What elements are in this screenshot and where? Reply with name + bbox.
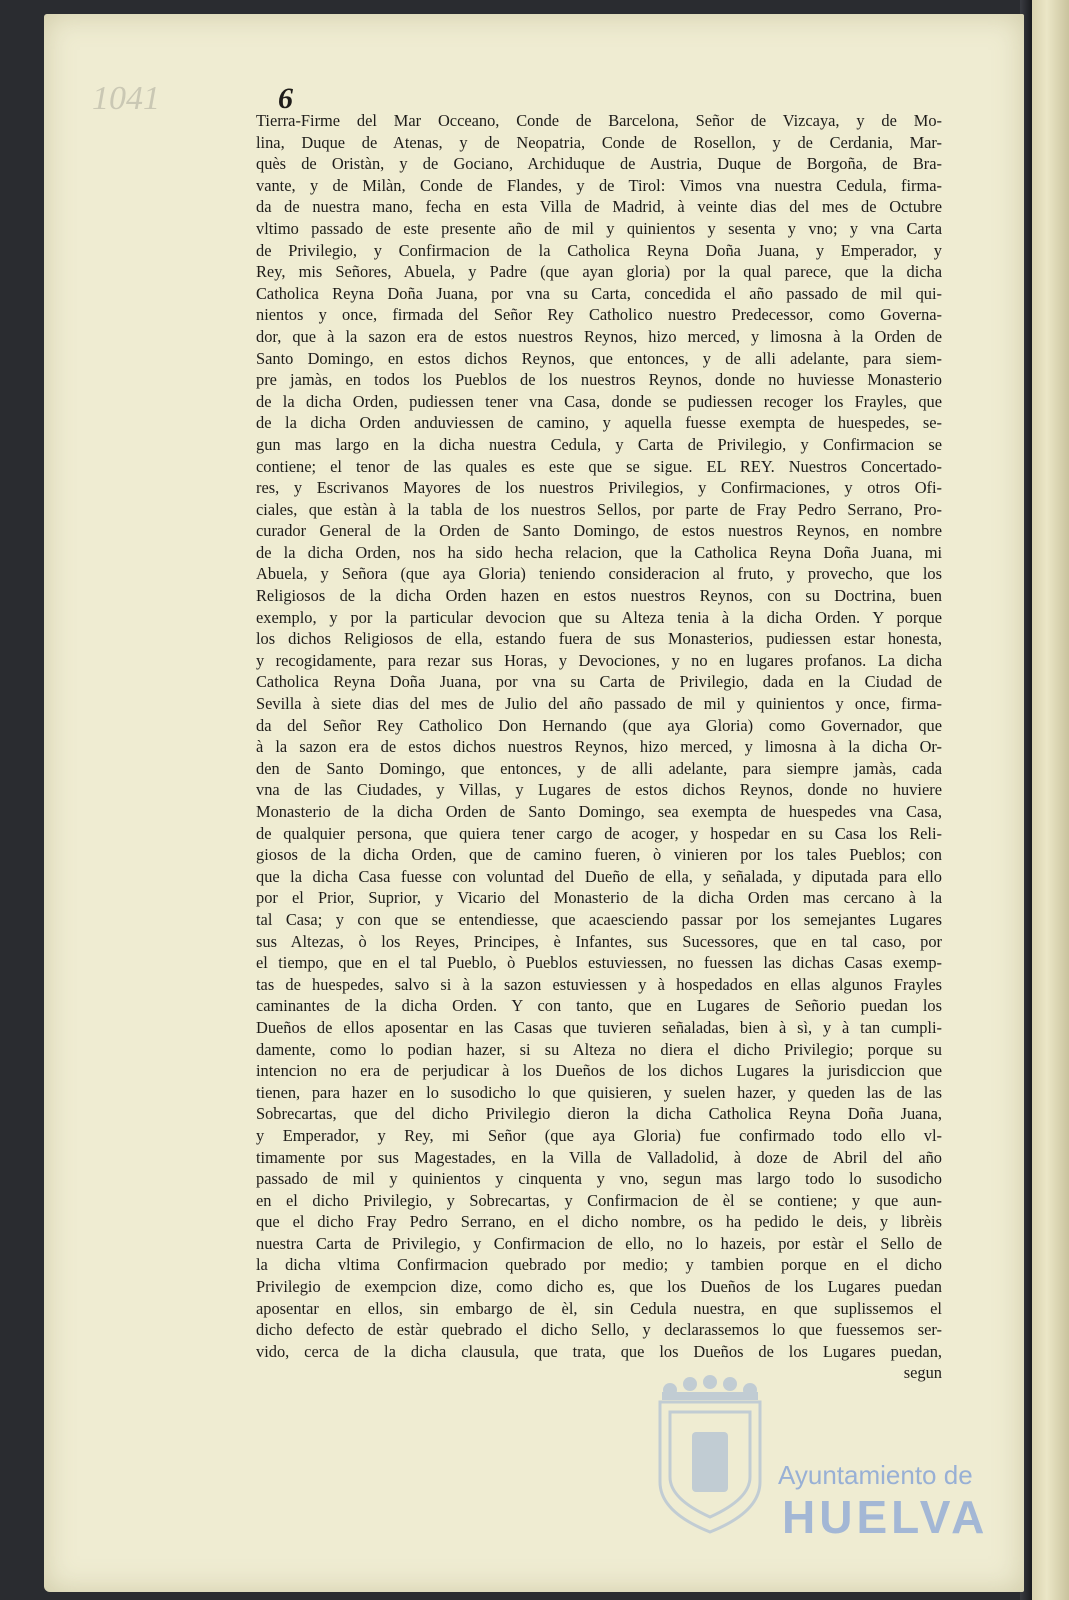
text-line: vna de las Ciudades, y Villas, y Lugares de estos dichos Reynos, donde no huviere [256,780,942,800]
text-line: Catholica Reyna Doña Juana, por vna su Carta de Privilegio, dada en la Ciudad de [256,672,942,692]
text-line: que el dicho Fray Pedro Serrano, en el dicho nombre, os ha pedido le deis, y librèis [256,1212,942,1232]
text-line: vante, y de Milàn, Conde de Flandes, y de Tirol: Vimos vna nuestra Cedula, firma- [256,175,942,195]
text-line: passado de mil y quinientos y cinquenta y vno, segun mas largo todo lo susodicho [256,1169,942,1189]
text-line: da del Señor Rey Catholico Don Hernando (que aya Gloria) como Governador, que [256,715,942,735]
text-line: de la dicha Orden, nos ha sido hecha relacion, que la Catholica Reyna Doña Juana, mi [256,542,942,562]
text-line: giosos de la dicha Orden, que de camino fueren, ò vinieren por los tales Pueblos; con [256,845,942,865]
text-line: damente, como lo podian hazer, si su Alteza no diera el dicho Privilegio; porque su [256,1039,942,1059]
text-line: res, y Escrivanos Mayores de los nuestros Privilegios, y Confirmaciones, y otros Ofi- [256,478,942,498]
document-body-text [256,110,942,1384]
text-line: tas de huespedes, salvo si à la sazon estuviessen y à hospedados en ellas algunos Frayles [256,974,942,994]
text-line: caminantes de la dicha Orden. Y con tanto, que en Lugares de Señorio puedan los [256,996,942,1016]
text-line: Santo Domingo, en estos dichos Reynos, que entonces, y de alli adelante, para siem- [256,348,942,368]
text-line: tienen, para hazer en lo susodicho lo que quisieren, y suelen hazer, y queden las de las [256,1082,942,1102]
text-line: Dueños de ellos aposentar en las Casas que tuvieren señaladas, bien à sì, y à tan cumpli- [256,1017,942,1037]
text-line: tal Casa; y con que se entendiesse, que acaesciendo passar por los semejantes Lugares [256,909,942,929]
text-line: vido, cerca de la dicha clausula, que trata, que los Dueños de los Lugares puedan, [256,1341,942,1361]
text-line: Monasterio de la dicha Orden de Santo Domingo, sea exempta de huespedes vna Casa, [256,802,942,821]
text-line: ciales, que estàn à la tabla de los nuestros Sellos, por parte de Fray Pedro Serrano, Pro- [256,499,942,519]
text-line: intencion no era de perjudicar à los Dueños de los dichos Lugares la jurisdiccion que [256,1061,942,1081]
text-line: curador General de la Orden de Santo Domingo, de estos nuestros Reynos, en nombre [256,521,942,541]
text-line: contiene; el tenor de las quales es este que se sigue. EL REY. Nuestros Concertado- [256,456,942,476]
page-number: 6 [278,82,293,115]
text-line: segun [903,1363,942,1383]
text-line: Privilegio de exempcion dize, como dicho es, que los Dueños de los Lugares puedan [256,1277,942,1297]
text-line: quès de Oristàn, y de Gociano, Archiduque de Austria, Duque de Borgoña, de Bra- [256,154,942,174]
text-line: por el Prior, Suprior, y Vicario del Monasterio de la dicha Orden mas cercano à la [256,888,942,908]
text-line: nuestra Carta de Privilegio, y Confirmacion de ello, no lo hazeis, por estàr el Sello de [256,1233,942,1253]
watermark-label-line1: Ayuntamiento de [778,1460,973,1490]
text-line: à la sazon era de estos dichos nuestros Reynos, hizo merced, y limosna à la dicha Or- [256,737,942,757]
text-line: lina, Duque de Atenas, y de Neopatria, Conde de Rosellon, y de Cerdania, Mar- [256,132,942,152]
text-line: la dicha vltima Confirmacion quebrado por medio; y tambien porque en el dicho [256,1255,942,1275]
text-line: vltimo passado de este presente año de mil y quinientos y sesenta y vno; y vna Carta [256,218,942,238]
text-line: que la dicha Casa fuesse con voluntad del Dueño de ella, y señalada, y diputada para ello [256,866,942,886]
text-line: de qualquier persona, que quiera tener cargo de acoger, y hospedar en su Casa los Reli- [256,823,942,843]
text-line: timamente por sus Magestades, en la Villa de Valladolid, à doze de Abril del año [256,1147,942,1167]
text-line: en el dicho Privilegio, y Sobrecartas, y Confirmacion de èl se contiene; y que aun- [256,1190,942,1210]
text-line: dor, que à la sazon era de estos nuestros Reynos, hizo merced, y limosna à la Orden de [256,326,942,346]
text-line: y Emperador, y Rey, mi Señor (que aya Gloria) fue confirmado todo ello vl- [256,1125,942,1145]
text-line: de Privilegio, y Confirmacion de la Catholica Reyna Doña Juana, y Emperador, y [256,240,942,260]
text-line: Rey, mis Señores, Abuela, y Padre (que ayan gloria) por la qual parece, que la dicha [256,262,942,282]
text-line: Abuela, y Señora (que aya Gloria) teniendo consideracion al fruto, y provecho, que los [256,564,942,584]
text-line: de la dicha Orden anduviessen de camino, y aquella fuesse exempta de huespedes, se- [256,413,942,433]
text-line: exemplo, y por la particular devocion que su Alteza tenia à la dicha Orden. Y porque [256,607,942,627]
text-line: Tierra-Firme del Mar Occeano, Conde de Barcelona, Señor de Vizcaya, y de Mo- [256,111,942,130]
text-line: Sobrecartas, que del dicho Privilegio dieron la dicha Catholica Reyna Doña Juana, [256,1104,942,1124]
text-line: nientos y once, firmada del Señor Rey Catholico nuestro Predecessor, como Governa- [256,305,942,325]
text-line: da de nuestra mano, fecha en esta Villa de Madrid, à veinte dias del mes de Octubre [256,197,942,217]
text-line: Catholica Reyna Doña Juana, por vna su Carta, concedida el año passado de mil qui- [256,283,942,303]
text-line: gun mas largo en la dicha nuestra Cedula, y Carta de Privilegio, y Confirmacion se [256,434,942,454]
text-line: y recogidamente, para rezar sus Horas, y Devociones, y no en lugares profanos. La dicha [256,650,942,670]
text-line: Sevilla à siete dias del mes de Julio del año passado de mil y quinientos y once, firma- [256,694,942,714]
text-line: sus Altezas, ò los Reyes, Principes, è Infantes, sus Sucessores, que en tal caso, por [256,931,942,951]
watermark-label-line2: HUELVA [782,1491,989,1543]
text-line: los dichos Religiosos de ella, estando fuera de sus Monasterios, pudiessen estar honesta, [256,629,942,649]
text-line: den de Santo Domingo, que entonces, y de alli adelante, para siempre jamàs, cada [256,758,942,778]
text-line: dicho defecto de estàr quebrado el dicho Sello, y declarassemos lo que fuessemos ser- [256,1320,942,1340]
text-line: pre jamàs, en todos los Pueblos de los nuestros Reynos, donde no huviesse Monasterio [256,370,942,390]
text-line: aposentar en ellos, sin embargo de èl, sin Cedula nuestra, en que suplissemos el [256,1298,942,1318]
text-line: de la dicha Orden, pudiessen tener vna Casa, donde se pudiessen recoger los Frayles, que [256,391,942,411]
adjacent-page-edge [1032,0,1069,1600]
text-line: Religiosos de la dicha Orden hazen en estos nuestros Reynos, con su Doctrina, buen [256,586,942,606]
text-line: el tiempo, que en el tal Pueblo, ò Pueblos estuviessen, no fuessen las dichas Casas exemp- [256,953,942,973]
pencil-annotation: 1041 [92,80,160,117]
